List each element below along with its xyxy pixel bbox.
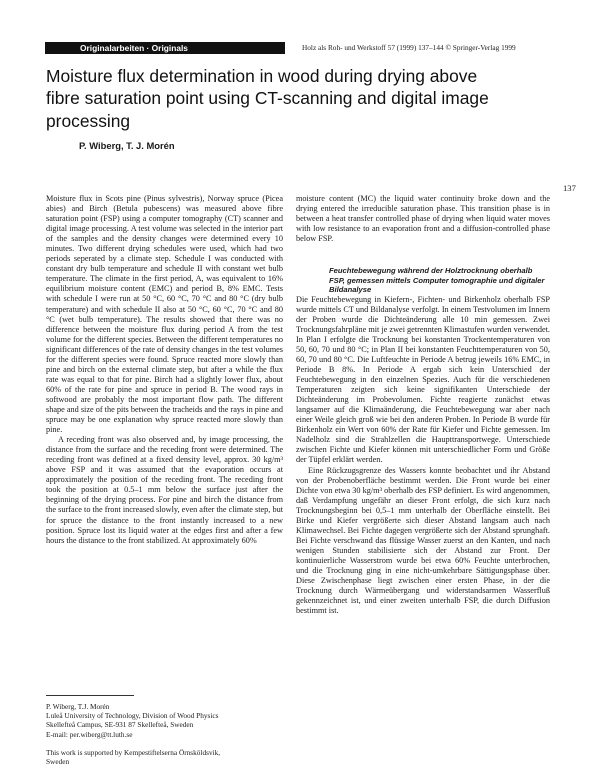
journal-citation: Holz als Roh- und Werkstoff 57 (1999) 137–144 © Springer-Verlag 1999 — [302, 43, 516, 52]
abstract-de-paragraph-1: Die Feuchtebewegung in Kiefern-, Fichten- und Birkenholz oberhalb FSP wurde mittels CT und Bildanalyse verfolgt. In einem Testvolumen im Innern der Proben wurde die Dichteänderung alle 10 min gemessen. Zwei Trocknungsfahrpläne mit je zwei getrennten Klimastufen wurden verwendet. In Plan I erfolgte die Trocknung bei konstanten Trockentemperaturen von 50, 60, 70 und 80 °C; in Plan II bei konstanten Feuchttemperaturen von 50, 60, 70 und 80 °C. Die Luftfeuchte in Periode A betrug jeweils 16% EMC, in Periode B 8%. In Periode A ergab sich kein Unterschied der Feuchtebewegung in den einzelnen Spezies. Auch für die verschiedenen Temperaturen zeigten sich keine signifikanten Unterschiede der Dichteänderung im Probevolumen. Fichte reagierte zunächst etwas langsamer auf die Klimaänderung, die Feuchtebewegung war aber nach einer Weile gleich groß wie bei den anderen Proben. In Periode B wurde für Birkenholz ein Wert von 60% der Rate für Kiefer und Fichte gemessen. Im Nadelholz sind die Strahlzellen die Haupttransportwege. Unterschiede zwischen Fichte und Kiefer können mit unterschiedlicher Form und Größe der Tüpfel erklärt werden. — [296, 294, 550, 465]
section-label: Originalarbeiten · Originals — [80, 43, 188, 53]
paper-title: Moisture flux determination in wood during drying above fibre saturation point using CT-scanning and digital image processing — [46, 66, 489, 131]
footnote-address: Skellefteå Campus, SE-931 87 Skellefteå, Sweden — [46, 720, 194, 730]
abstract-en-paragraph-3: moisture content (MC) the liquid water continuity broke down and the drying entered the irreducible saturation phase. This transition phase is in between a heat transfer controlled phase of drying when liquid water moves with low resistance to an evaporation front and a diffusion-controlled phase below FSP. — [296, 194, 550, 244]
abstract-en-paragraph-1: Moisture flux in Scots pine (Pinus sylvestris), Norway spruce (Picea abies) and Birch (Betula pubescens) was measured above fibre saturation point (FSP) using a computer tomography (CT) scanner and digital image processing. A test volume was selected in the interior part of the samples and the density changes were determined every 10 minutes. Two different drying schedules were used, which had two periods seperated by a climate step. Schedule I was conducted with constant dry bulb temperature and schedule II with constant wet bulb temperature. The climate in the first period, A, was equivalent to 16% equilibrium moisture content (EMC) and period B, 8% EMC. Tests with schedule I were run at 50 °C, 60 °C, 70 °C and 80 °C (dry bulb temperature) and with schedule II also at 50 °C, 60 °C, 70 °C and 80 °C (wet bulb temperature). The results showed that there was no difference between the moisture flux during period A from the test volume for the different species. Between the different temperatures no significant differences of the rate of density changes in the test volumes for the different species were found. Spruce reacted more slowly than pine and birch on the external climate step, but after a while the flux rate was equal to that for pine. Birch had a slightly lower flux, about 60% of the rate for pine and spruce in period B. The wood rays in softwood are probably the most important flow path. The different shape and size of the pits between the tracheids and the rays in pine and spruce may be one explanation why spruce reacted more slowly than pine. — [46, 194, 283, 435]
footnote-affiliation: Luleå University of Technology, Division of Wood Physics — [46, 711, 219, 721]
page-number: 137 — [563, 183, 576, 193]
author-footnote — [46, 702, 286, 766]
abstract-en-paragraph-2: A receding front was also observed and, by image processing, the distance from the surface and the receding front were determined. The receding front was defined at a fixed density level, approx. 30 kg/m³ above FSP and it was assumed that the evaporation occurs at approximately the position of the receding front. The receding front took the position at 0.5–1 mm below the surface just after the beginning of the drying process. For pine and birch the distance from the surface to the front increased slowly, even after the climate step, but for spruce the distance to the front instantly increased to a new position. Spruce lost its liquid water at the edges first and after a few hours the distance to the front stabilized. At approximately 60% — [46, 435, 283, 545]
right-column — [296, 194, 550, 616]
authors: P. Wiberg, T. J. Morén — [79, 140, 175, 151]
left-column — [46, 194, 283, 546]
footnote-divider — [46, 695, 134, 696]
footnote-email: E-mail: per.wiberg@tt.luth.se — [46, 729, 133, 739]
footnote-support-line-2: Sweden — [46, 757, 70, 767]
footnote-support-line-1: This work is supported by Kempestiftelserna Örnsköldsvik, — [46, 747, 221, 757]
footnote-authors: P. Wiberg, T.J. Morén — [46, 702, 110, 711]
german-abstract-heading: Feuchtebewegung während der Holztrocknung oberhalb FSP, gemessen mittels Computer tomographie und digitaler Bildanalyse — [329, 266, 545, 295]
section-header-bar — [45, 42, 285, 54]
abstract-de-paragraph-2: Eine Rückzugsgrenze des Wassers konnte beobachtet und ihr Abstand von der Probenoberfläche bestimmt werden. Die Front wurde bei einer Dichte von etwa 30 kg/m³ oberhalb des FSP definiert. Es wird angenommen, daß Verdampfung ungefähr an dieser Front erfolgt, die sich kurz nach Trocknungsbeginn bei 0,5–1 mm unterhalb der Oberfläche einstellt. Bei Birke und Kiefer vergrößerte sich dieser Abstand langsam auch nach Klimawechsel. Bei Fichte dagegen vergrößerte sich der Abstand sprunghaft. Bei Fichte verschwand das flüssige Wasser zuerst an den Kanten, und nach wenigen Stunden stabilisierte sich der Abstand zur Front. Der kontinuierliche Wasserstrom wurde bei etwa 60% Feuchte unterbrochen, und die Trocknung ging in eine nicht-umkehrbare Sättigungsphase über. Diese Zwischenphase liegt zwischen einer ersten Phase, in der die Trocknung durch Wärmeübergang und widerstandsarmen Wasserfluß gekennzeichnet ist, und einer zweiten unterhalb FSP, die durch Diffusion bestimmt ist. — [296, 465, 550, 616]
